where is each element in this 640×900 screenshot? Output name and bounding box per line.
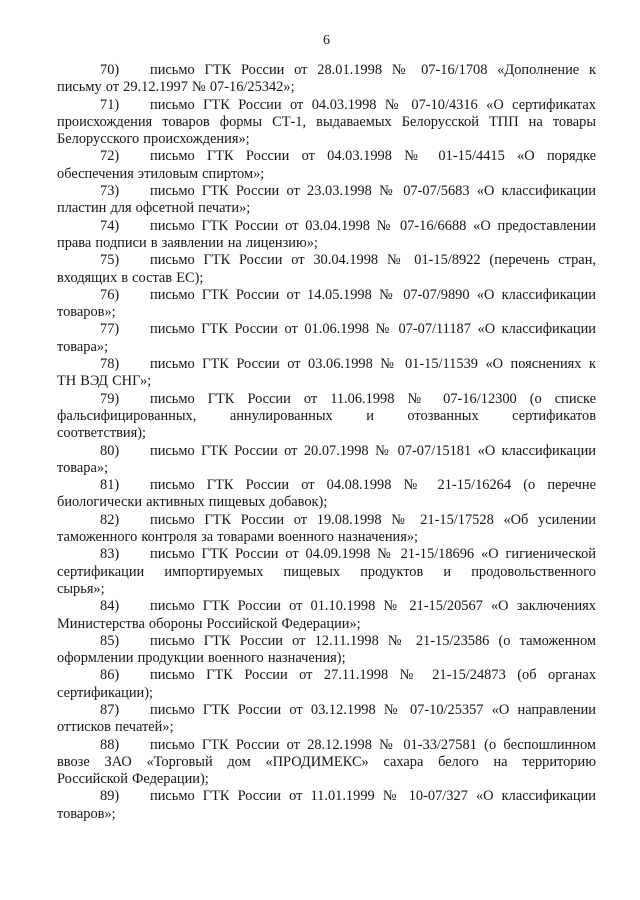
item-line <box>57 477 596 494</box>
list-item <box>57 252 596 287</box>
item-text: письмо ГТК России от 12.11.1998 № 21-15/23586 (о таможенном <box>150 632 596 649</box>
item-line <box>57 425 596 442</box>
item-text: письмо ГТК России от 23.03.1998 № 07-07/5683 «О классификации <box>150 183 596 200</box>
item-number: 80) <box>100 442 120 459</box>
list-item <box>57 667 596 702</box>
item-line <box>57 148 596 165</box>
list-item <box>57 598 596 633</box>
item-text: ТН ВЭД СНГ»; <box>57 373 152 390</box>
item-text: сырья»; <box>57 580 105 597</box>
item-text: Российской Федерации); <box>57 771 209 788</box>
list-item <box>57 62 596 97</box>
list-item <box>57 788 596 823</box>
item-number: 87) <box>100 701 120 718</box>
item-text: письмо ГТК России от 11.01.1999 № 10-07/327 «О классификации <box>150 788 596 805</box>
page-number: 6 <box>323 33 330 48</box>
item-number: 83) <box>100 546 120 563</box>
item-line <box>57 581 596 598</box>
item-line <box>57 287 596 304</box>
item-line <box>57 737 596 754</box>
item-number: 76) <box>100 286 120 303</box>
item-text: Белорусского происхождения»; <box>57 131 250 148</box>
list-item <box>57 321 596 356</box>
item-line <box>57 183 596 200</box>
item-text: биологически активных пищевых добавок); <box>57 494 328 511</box>
item-line <box>57 321 596 338</box>
item-line <box>57 564 596 581</box>
list-item <box>57 512 596 547</box>
item-line <box>57 62 596 79</box>
item-line <box>57 443 596 460</box>
item-text: оттисков печатей»; <box>57 719 174 736</box>
item-line <box>57 806 596 823</box>
item-line <box>57 754 596 771</box>
item-text: письмо ГТК России от 28.01.1998 № 07-16/1708 «Дополнение к <box>150 62 596 78</box>
item-number: 74) <box>100 217 120 234</box>
item-text: сертификации); <box>57 684 154 701</box>
item-line <box>57 235 596 252</box>
item-text: письмо ГТК России от 01.06.1998 № 07-07/11187 «О классификации <box>150 321 596 338</box>
item-line <box>57 339 596 356</box>
item-line <box>57 771 596 788</box>
item-line <box>57 598 596 615</box>
item-number: 89) <box>100 788 120 805</box>
list-item <box>57 97 596 149</box>
item-number: 81) <box>100 477 120 494</box>
item-text: письмо ГТК России от 04.08.1998 № 21-15/16264 (о перечне <box>150 477 596 494</box>
item-line <box>57 616 596 633</box>
item-text: ввозе ЗАО «Торговый дом «ПРОДИМЕКС» сахара белого на территорию <box>57 753 596 770</box>
item-number: 88) <box>100 736 120 753</box>
item-line <box>57 373 596 390</box>
item-text: товара»; <box>57 459 109 476</box>
item-line <box>57 408 596 425</box>
item-text: письмо ГТК России от 01.10.1998 № 21-15/20567 «О заключениях <box>150 598 596 615</box>
item-number: 77) <box>100 321 120 338</box>
list-item <box>57 443 596 478</box>
item-line <box>57 494 596 511</box>
item-text: обеспечения этиловым спиртом»; <box>57 165 265 182</box>
item-line <box>57 79 596 96</box>
item-line <box>57 685 596 702</box>
item-text: письму от 29.12.1997 № 07-16/25342»; <box>57 79 295 96</box>
item-line <box>57 667 596 684</box>
item-number: 78) <box>100 356 120 373</box>
item-line <box>57 529 596 546</box>
item-text: письмо ГТК России от 03.12.1998 № 07-10/25357 «О направлении <box>150 701 596 718</box>
item-text: фальсифицированных, аннулированных и отозванных сертификатов <box>57 407 596 424</box>
item-text: соответствия); <box>57 425 147 442</box>
item-line <box>57 633 596 650</box>
document-body <box>57 62 596 823</box>
item-text: письмо ГТК России от 28.12.1998 № 01-33/27581 (о беспошлинном <box>150 736 596 753</box>
item-number: 85) <box>100 632 120 649</box>
item-number: 86) <box>100 667 120 684</box>
item-text: письмо ГТК России от 30.04.1998 № 01-15/8922 (перечень стран, <box>150 252 596 269</box>
item-line <box>57 114 596 131</box>
item-number: 72) <box>100 148 120 165</box>
item-text: письмо ГТК России от 19.08.1998 № 21-15/17528 «Об усилении <box>150 511 596 528</box>
item-line <box>57 270 596 287</box>
item-text: письмо ГТК России от 20.07.1998 № 07-07/15181 «О классификации <box>150 442 596 459</box>
list-item <box>57 737 596 789</box>
list-item <box>57 218 596 253</box>
list-item <box>57 546 596 598</box>
item-text: письмо ГТК России от 03.04.1998 № 07-16/6688 «О предоставлении <box>150 217 596 234</box>
list-item <box>57 477 596 512</box>
item-text: письмо ГТК России от 14.05.1998 № 07-07/9890 «О классификации <box>150 286 596 303</box>
item-line <box>57 788 596 805</box>
item-number: 73) <box>100 183 120 200</box>
item-line <box>57 131 596 148</box>
list-item <box>57 148 596 183</box>
item-text: происхождения товаров формы СТ-1, выдаваемых Белорусской ТПП на товары <box>57 113 596 130</box>
list-item <box>57 391 596 443</box>
list-item <box>57 633 596 668</box>
list-item <box>57 183 596 218</box>
item-number: 84) <box>100 598 120 615</box>
item-text: входящих в состав ЕС); <box>57 269 204 286</box>
item-line <box>57 546 596 563</box>
item-number: 82) <box>100 511 120 528</box>
item-line <box>57 304 596 321</box>
list-item <box>57 356 596 391</box>
item-text: товара»; <box>57 338 109 355</box>
item-line <box>57 391 596 408</box>
list-item <box>57 702 596 737</box>
item-text: оформлении продукции военного назначения); <box>57 650 346 667</box>
item-text: пластин для офсетной печати»; <box>57 200 251 217</box>
item-line <box>57 200 596 217</box>
item-number: 70) <box>100 62 120 78</box>
item-text: товаров»; <box>57 805 116 822</box>
item-line <box>57 460 596 477</box>
item-text: письмо ГТК России от 04.03.1998 № 01-15/4415 «О порядке <box>150 148 596 165</box>
item-number: 71) <box>100 96 120 113</box>
item-number: 75) <box>100 252 120 269</box>
item-text: таможенного контроля за товарами военного назначения»; <box>57 529 419 546</box>
list-item <box>57 287 596 322</box>
item-line <box>57 252 596 269</box>
item-text: письмо ГТК России от 04.03.1998 № 07-10/4316 «О сертификатах <box>150 96 596 113</box>
item-line <box>57 702 596 719</box>
item-line <box>57 218 596 235</box>
item-line <box>57 356 596 373</box>
item-text: сертификации импортируемых пищевых продуктов и продовольственного <box>57 563 596 580</box>
item-line <box>57 166 596 183</box>
item-text: письмо ГТК России от 03.06.1998 № 01-15/11539 «О пояснениях к <box>150 356 596 373</box>
item-text: письмо ГТК России от 27.11.1998 № 21-15/24873 (об органах <box>150 667 596 684</box>
item-text: права подписи в заявлении на лицензию»; <box>57 234 318 251</box>
item-text: письмо ГТК России от 11.06.1998 № 07-16/12300 (о списке <box>150 390 596 407</box>
item-number: 79) <box>100 390 120 407</box>
item-line <box>57 97 596 114</box>
item-line <box>57 719 596 736</box>
item-text: товаров»; <box>57 304 116 321</box>
item-text: письмо ГТК России от 04.09.1998 № 21-15/18696 «О гигиенической <box>150 546 596 563</box>
item-text: Министерства обороны Российской Федерации»; <box>57 615 361 632</box>
item-line <box>57 512 596 529</box>
item-line <box>57 650 596 667</box>
